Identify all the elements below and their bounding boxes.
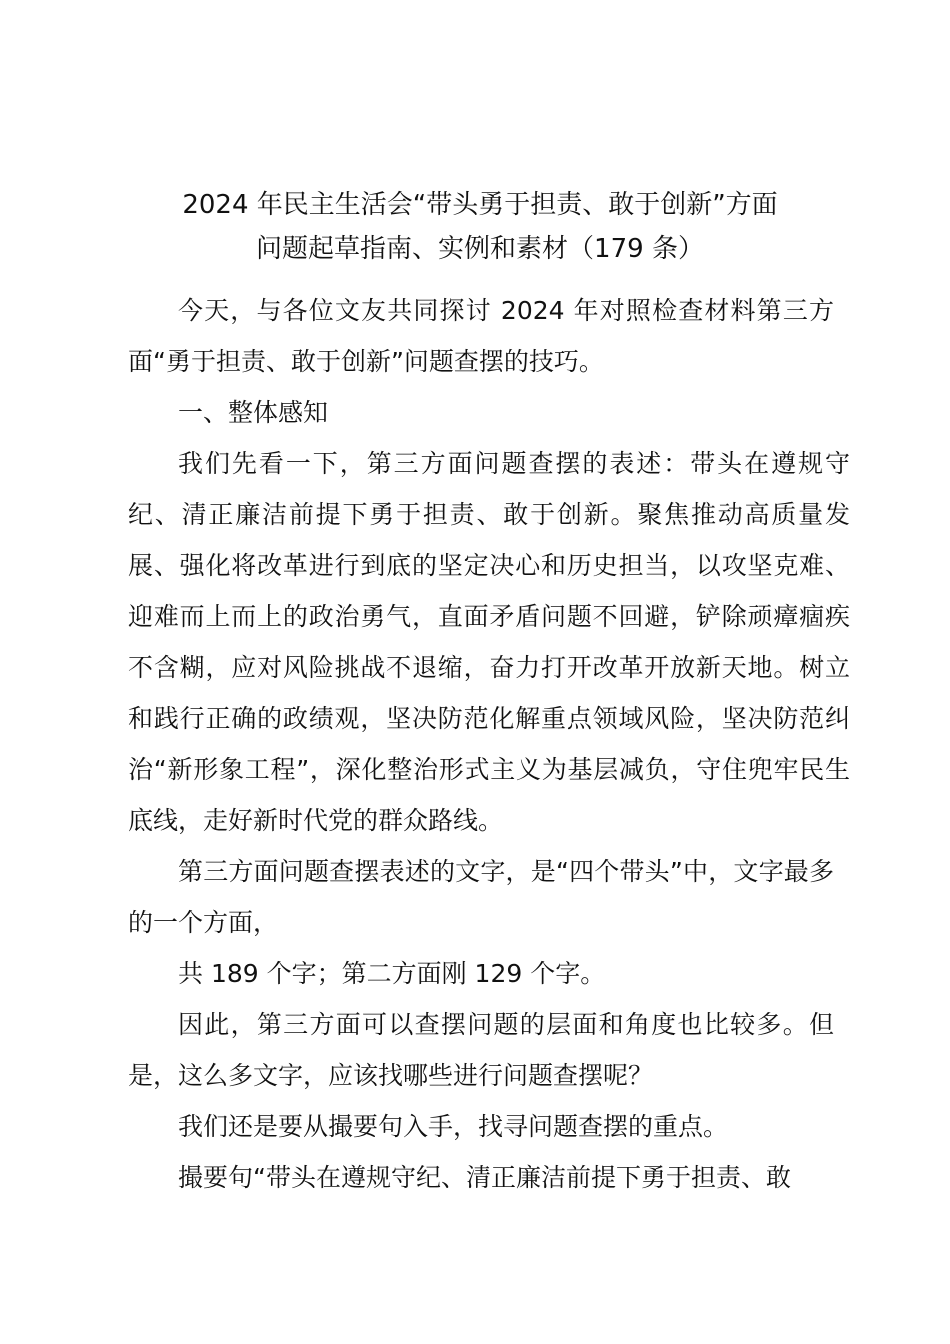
document-body	[128, 285, 850, 1203]
paragraph-question: 因此，第三方面可以查摆问题的层面和角度也比较多。但是，这么多文字，应该找哪些进行问题查摆呢？	[128, 1010, 834, 1090]
document-title	[60, 183, 900, 271]
paragraph-word-count: 第三方面问题查摆表述的文字，是“四个带头”中，文字最多的一个方面，	[128, 857, 834, 937]
title-line-1: 2024 年民主生活会“带头勇于担责、敢于创新”方面	[182, 190, 778, 220]
title-line-2: 问题起草指南、实例和素材（179 条）	[256, 234, 704, 264]
paragraph-intro: 今天，与各位文友共同探讨 2024 年对照检查材料第三方面“勇于担责、敢于创新”问题查摆的技巧。	[128, 296, 834, 376]
paragraph-char-compare: 共 189 个字；第二方面刚 129 个字。	[178, 959, 606, 988]
paragraph-key-sentence: 撮要句“带头在遵规守纪、清正廉洁前提下勇于担责、敢	[178, 1163, 791, 1192]
section-heading: 一、整体感知	[178, 398, 329, 427]
paragraph-overview: 我们先看一下，第三方面问题查摆的表述：带头在遵规守纪、清正廉洁前提下勇于担责、敢于创新。聚焦推动高质量发展、强化将改革进行到底的坚定决心和历史担当，以攻坚克难、迎难而上而上的政治勇气，直面矛盾问题不回避，铲除顽瘴痼疾不含糊，应对风险挑战不退缩，奋力打开改革开放新天地。树立和践行正确的政绩观，坚决防范化解重点领域风险，坚决防范纠治“新形象工程”，深化整治形式主义为基层减负，守住兜牢民生底线，走好新时代党的群众路线。	[128, 449, 850, 835]
paragraph-approach: 我们还是要从撮要句入手，找寻问题查摆的重点。	[178, 1112, 729, 1141]
